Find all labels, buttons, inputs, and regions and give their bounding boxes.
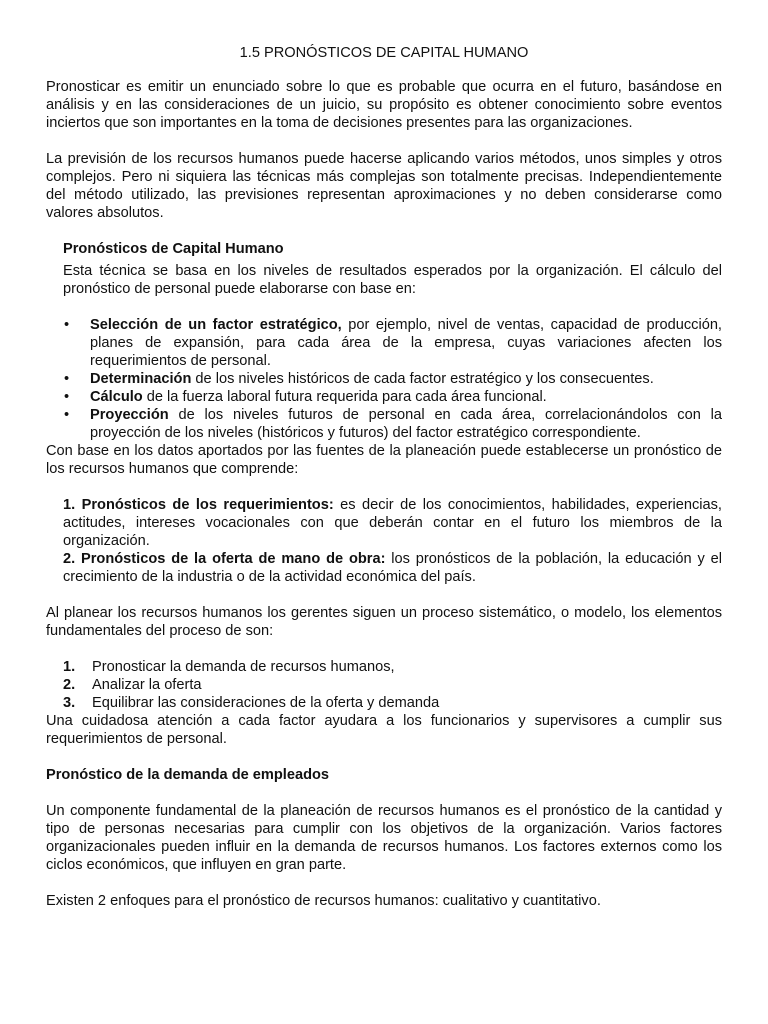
section-intro: Esta técnica se basa en los niveles de resultados esperados por la organización. El cálculo del pronóstico de personal puede elaborarse con base en: bbox=[63, 263, 722, 297]
bullet-icon: • bbox=[64, 371, 70, 387]
forecast-list bbox=[46, 496, 722, 586]
forecast-text: es decir de los conocimientos, habilidades, experiencias, actitudes, intereses vocacionales con que deberán contar en el futuro los miembros de la organización. bbox=[63, 497, 722, 549]
paragraph-attention: Una cuidadosa atención a cada factor ayudara a los funcionarios y supervisores a cumplir sus requerimientos de personal. bbox=[46, 713, 722, 747]
paragraph-approaches: Existen 2 enfoques para el pronóstico de recursos humanos: cualitativo y cuantitativo. bbox=[46, 893, 601, 909]
list-item bbox=[63, 694, 722, 712]
forecast-item bbox=[63, 496, 722, 550]
step-text: Analizar la oferta bbox=[92, 677, 202, 693]
forecast-item bbox=[63, 550, 722, 586]
paragraph-definition: Pronosticar es emitir un enunciado sobre lo que es probable que ocurra en el futuro, basándose en análisis y en las consideraciones de un juicio, su propósito es obtener conocimiento sobre eventos inciertos que son importantes en la toma de decisiones presentes para las organizaciones. bbox=[46, 79, 722, 131]
list-item bbox=[63, 316, 722, 370]
step-number: 3. bbox=[63, 695, 76, 711]
list-item bbox=[63, 676, 722, 694]
bullet-icon: • bbox=[64, 317, 70, 333]
bullet-term: Proyección bbox=[90, 407, 169, 423]
bullet-list bbox=[46, 316, 722, 442]
bullet-text: de los niveles futuros de personal en cada área, correlacionándolos con la proyección de los niveles (históricos y futuros) del factor estratégico correspondiente. bbox=[90, 407, 722, 441]
paragraph-forecast-methods: La previsión de los recursos humanos puede hacerse aplicando varios métodos, unos simples y otros complejos. Pero ni siquiera las técnicas más complejas son totalmente precisas. Independientemente del método utilizado, las previsiones representan aproximaciones y no deben considerarse como valores absolutos. bbox=[46, 151, 722, 221]
bullet-text: de los niveles históricos de cada factor estratégico y los consecuentes. bbox=[191, 371, 654, 387]
bullet-text: por ejemplo, nivel de ventas, capacidad de producción, planes de expansión, para cada área de la empresa, cuyas variaciones afecten los requerimientos de personal. bbox=[90, 317, 722, 369]
page-title: 1.5 PRONÓSTICOS DE CAPITAL HUMANO bbox=[239, 45, 529, 61]
forecast-term: 1. Pronósticos de los requerimientos: bbox=[63, 497, 334, 513]
bullet-term: Selección de un factor estratégico, bbox=[90, 317, 342, 333]
paragraph-demand: Un componente fundamental de la planeación de recursos humanos es el pronóstico de la cantidad y tipo de personas necesarias para cumplir con los objetivos de la organización. Varios factores organizacionales pueden influir en la demanda de recursos humanos. Los factores externos como los ciclos económicos, que influyen en gran parte. bbox=[46, 803, 722, 873]
step-number: 1. bbox=[63, 659, 76, 675]
step-number: 2. bbox=[63, 677, 76, 693]
list-item bbox=[63, 406, 722, 442]
section-heading-demand: Pronóstico de la demanda de empleados bbox=[46, 767, 330, 783]
list-item bbox=[63, 370, 722, 388]
section-capital-humano bbox=[46, 240, 722, 298]
bullet-icon: • bbox=[64, 407, 70, 423]
list-item bbox=[63, 388, 722, 406]
list-item bbox=[63, 658, 722, 676]
bullet-term: Cálculo bbox=[90, 389, 143, 405]
paragraph-data-sources: Con base en los datos aportados por las fuentes de la planeación puede establecerse un pronóstico de los recursos humanos que comprende: bbox=[46, 443, 722, 477]
section-heading: Pronósticos de Capital Humano bbox=[63, 241, 284, 257]
step-text: Equilibrar las consideraciones de la oferta y demanda bbox=[92, 695, 440, 711]
bullet-text: de la fuerza laboral futura requerida para cada área funcional. bbox=[142, 389, 547, 405]
paragraph-planning-process: Al planear los recursos humanos los gerentes siguen un proceso sistemático, o modelo, los elementos fundamentales del proceso de son: bbox=[46, 605, 722, 639]
steps-list bbox=[46, 658, 722, 712]
forecast-term: 2. Pronósticos de la oferta de mano de obra: bbox=[63, 551, 386, 567]
bullet-term: Determinación bbox=[90, 371, 192, 387]
forecast-text: los pronósticos de la población, la educación y el crecimiento de la industria o de la actividad económica del país. bbox=[63, 551, 722, 585]
bullet-icon: • bbox=[64, 389, 70, 405]
step-text: Pronosticar la demanda de recursos humanos, bbox=[92, 659, 395, 675]
